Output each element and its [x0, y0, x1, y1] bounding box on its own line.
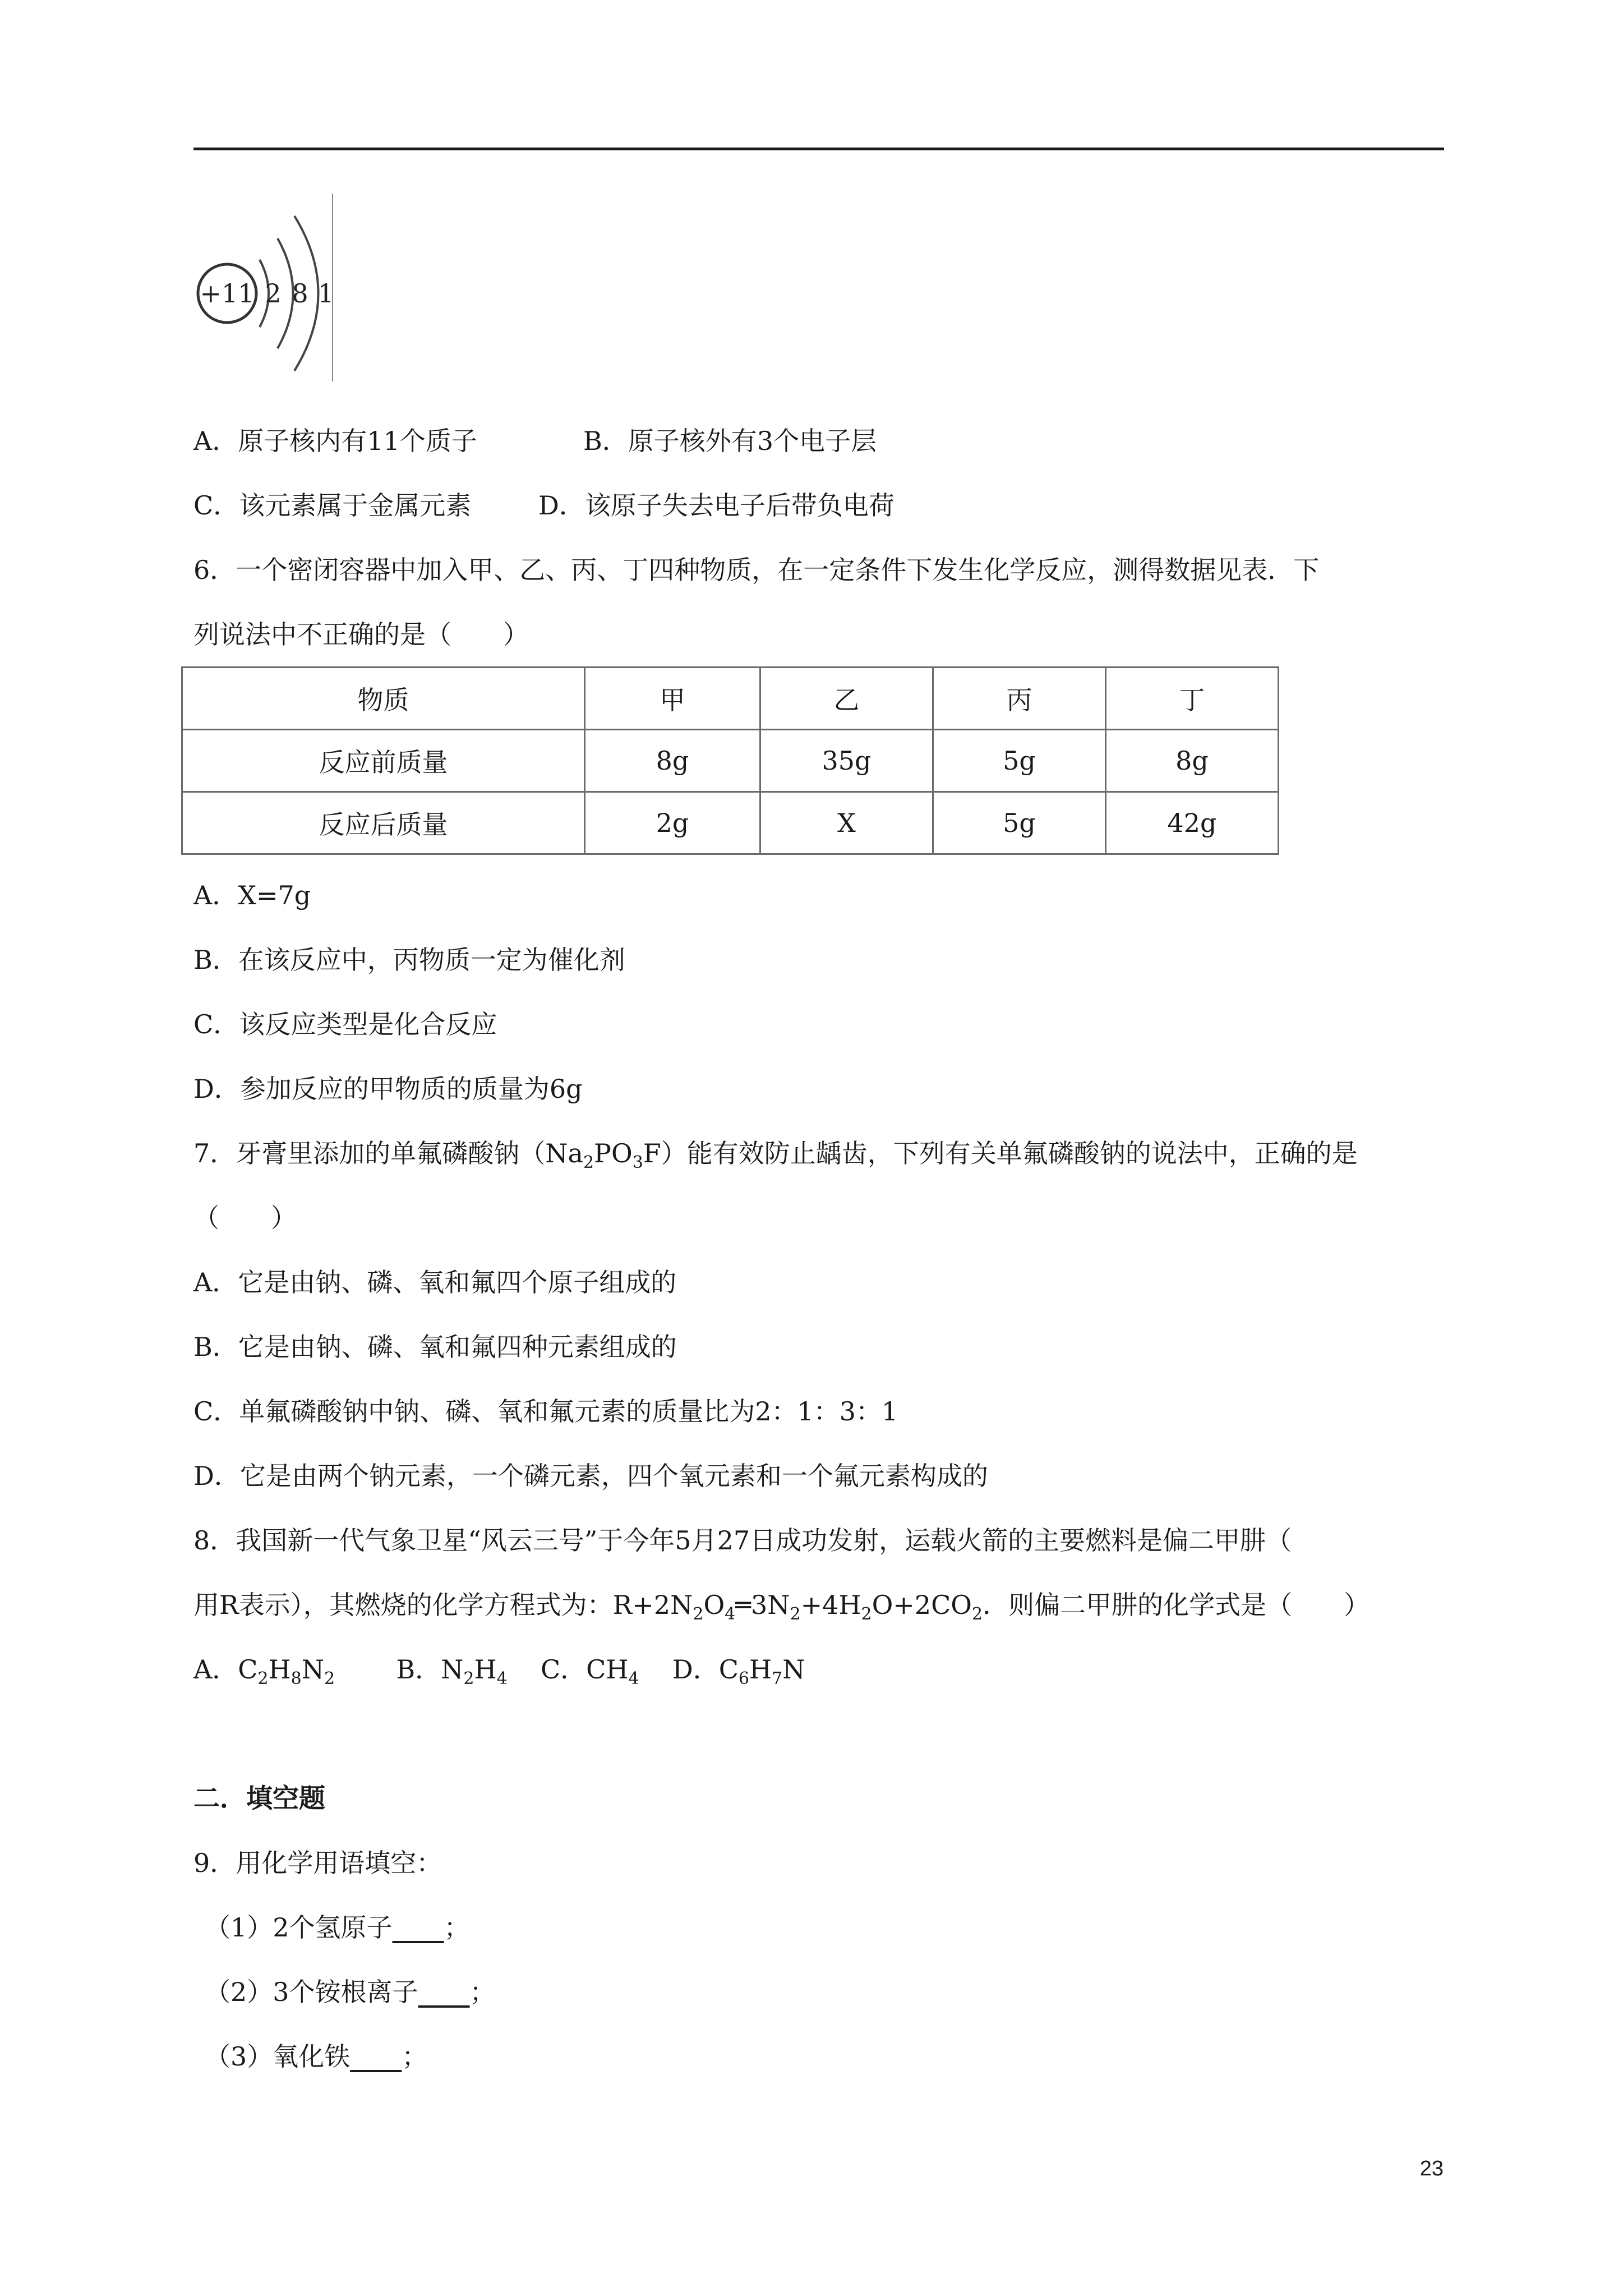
table-header-cell: 丙 [933, 668, 1106, 730]
table-cell: 2g [585, 792, 760, 854]
q6-stem-line1: 6．一个密闭容器中加入甲、乙、丙、丁四种物质，在一定条件下发生化学反应，测得数据见表．下 [193, 555, 1320, 585]
table-cell: 8g [1106, 730, 1279, 792]
table-cell: 35g [760, 730, 933, 792]
page-number: 23 [1419, 2157, 1444, 2180]
table-cell: X [760, 792, 933, 854]
table-row [182, 730, 1279, 792]
table-cell: 42g [1106, 792, 1279, 854]
q5-option-a: A．原子核内有11个质子 [193, 426, 477, 456]
table-header-cell: 乙 [760, 668, 933, 730]
q7-stem-line2: （ ） [193, 1203, 297, 1233]
q5-option-d: D．该原子失去电子后带负电荷 [538, 490, 895, 521]
q5-option-b: B．原子核外有3个电子层 [583, 426, 877, 456]
nucleus-charge: +11 [200, 278, 255, 309]
shell-3-count: 1 [317, 278, 334, 309]
answer-blank[interactable]: ____ [350, 2041, 402, 2072]
q8-option-a: A．$C_2H_8N_2$ [193, 1654, 335, 1688]
table-cell: 8g [585, 730, 760, 792]
q7-option-d: D．它是由两个钠元素，一个磷元素，四个氧元素和一个氟元素构成的 [193, 1461, 988, 1491]
answer-blank[interactable]: ____ [418, 1977, 470, 2007]
q9-stem: 9．用化学用语填空： [193, 1848, 442, 1878]
table-header-cell: 物质 [182, 668, 585, 730]
q8-equation-line: 用R表示），其燃烧的化学方程式为：$R+2N_2O_4═3N_2+4H_2O+2CO_2$．则偏二甲肼的化学式是（ ） [193, 1590, 1370, 1624]
table-header-cell: 甲 [585, 668, 760, 730]
q8-option-c: C．$CH_4$ [540, 1654, 639, 1688]
mass-table [181, 666, 1279, 855]
q6-stem-line2: 列说法中不正确的是（ ） [193, 619, 529, 650]
atomic-structure-diagram [193, 194, 336, 381]
table-cell: 5g [933, 792, 1106, 854]
q9-item-2: （2）3个铵根离子____； [205, 1977, 496, 2007]
q8-option-b: B．$N_2H_4$ [396, 1654, 508, 1688]
q6-option-b: B．在该反应中，丙物质一定为催化剂 [193, 945, 625, 975]
table-cell: 反应后质量 [182, 792, 585, 854]
q5-option-c: C．该元素属于金属元素 [193, 490, 472, 521]
answer-blank[interactable]: ____ [392, 1912, 444, 1943]
q8-option-d: D．$C_6H_7N$ [672, 1654, 805, 1688]
q6-option-d: D．参加反应的甲物质的质量为6g [193, 1074, 583, 1104]
q7-option-b: B．它是由钠、磷、氧和氟四种元素组成的 [193, 1332, 677, 1362]
q7-stem-line1: 7．牙膏里添加的单氟磷酸钠$(Na_2PO_3F)$能有效防止龋齿，下列有关单氟磷酸钠的说法中，正确的是 [193, 1138, 1358, 1172]
section-heading: 二．填空题 [193, 1783, 325, 1814]
table-header-cell: 丁 [1106, 668, 1279, 730]
q6-option-a: A．X=7g [193, 880, 311, 910]
q7-option-a: A．它是由钠、磷、氧和氟四个原子组成的 [193, 1267, 677, 1297]
q8-stem-line1: 8．我国新一代气象卫星“风云三号”于今年5月27日成功发射，运载火箭的主要燃料是偏二甲肼（ [193, 1525, 1292, 1556]
q7-option-c: C．单氟磷酸钠中钠、磷、氧和氟元素的质量比为2：1：3：1 [193, 1396, 898, 1427]
shell-2-count: 8 [292, 278, 308, 309]
q9-item-3: （3）氧化铁____； [205, 2041, 428, 2072]
table-header-row [182, 668, 1279, 730]
table-cell: 反应前质量 [182, 730, 585, 792]
table-cell: 5g [933, 730, 1106, 792]
shell-1-count: 2 [265, 278, 282, 309]
table-row [182, 792, 1279, 854]
q6-option-c: C．该反应类型是化合反应 [193, 1009, 497, 1039]
q8-options [193, 1654, 805, 1688]
q9-item-1: （1）2个氢原子____； [205, 1912, 470, 1943]
header-rule [193, 148, 1444, 150]
